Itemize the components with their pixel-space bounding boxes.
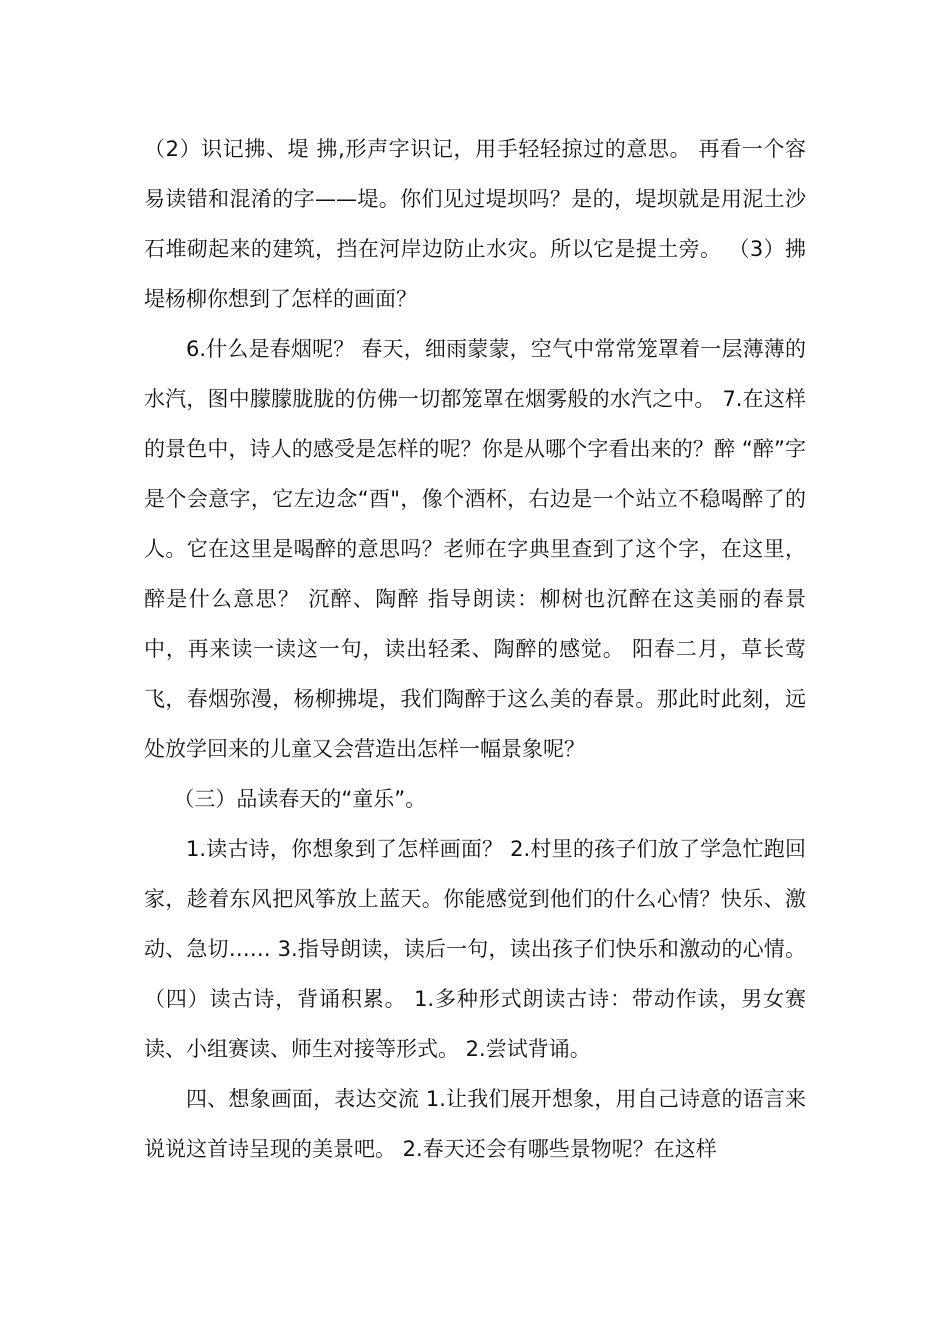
document-body: [144, 124, 806, 1174]
paragraph-imagine-scene: 四、想象画面，表达交流 1.让我们展开想象，用自己诗意的语言来说说这首诗呈现的美景吧。 2.春天还会有哪些景物呢？在这样: [144, 1087, 806, 1161]
paragraph-reading-poem: 1.读古诗，你想象到了怎样画面？ 2.村里的孩子们放了学急忙跑回家，趁着东风把风筝放上蓝天。你能感觉到他们的什么心情？快乐、激动、急切…… 3.指导朗读，读后一句，读出孩子们快乐和激动的心情。 （四）读古诗，背诵积累。 1.多种形式朗读古诗：带动作读，男女赛读、小组赛读、师生对接等形式。 2.尝试背诵。: [144, 837, 806, 1061]
paragraph-spring-mist: 6.什么是春烟呢？ 春天，细雨蒙蒙，空气中常常笼罩着一层薄薄的水汽，图中朦朦胧胧的仿佛一切都笼罩在烟雾般的水汽之中。 7.在这样的景色中，诗人的感受是怎样的呢？你是从哪个字看出来的？醉 “醉”字是个会意字，它左边念“酉"，像个酒杯，右边是一个站立不稳喝醉了的人。它在这里是喝醉的意思吗？老师在字典里查到了这个字，在这里，醉是什么意思？ 沉醉、陶醉 指导朗读：柳树也沉醉在这美丽的春景中，再来读一读这一句，读出轻柔、陶醉的感觉。 阳春二月，草长莺飞，春烟弥漫，杨柳拂堤，我们陶醉于这么美的春景。那此时此刻，远处放学回来的儿童又会营造出怎样一幅景象呢？: [144, 337, 806, 761]
paragraph-character-study: （2）识记拂、堤 拂,形声字识记，用手轻轻掠过的意思。 再看一个容易读错和混淆的字——堤。你们见过堤坝吗？是的，堤坝就是用泥土沙石堆砌起来的建筑，挡在河岸边防止水灾。所以它是提土旁。 （3）拂堤杨柳你想到了怎样的画面？: [144, 137, 806, 311]
section-heading-childrens-joy: （三）品读春天的“童乐”。: [173, 787, 427, 811]
